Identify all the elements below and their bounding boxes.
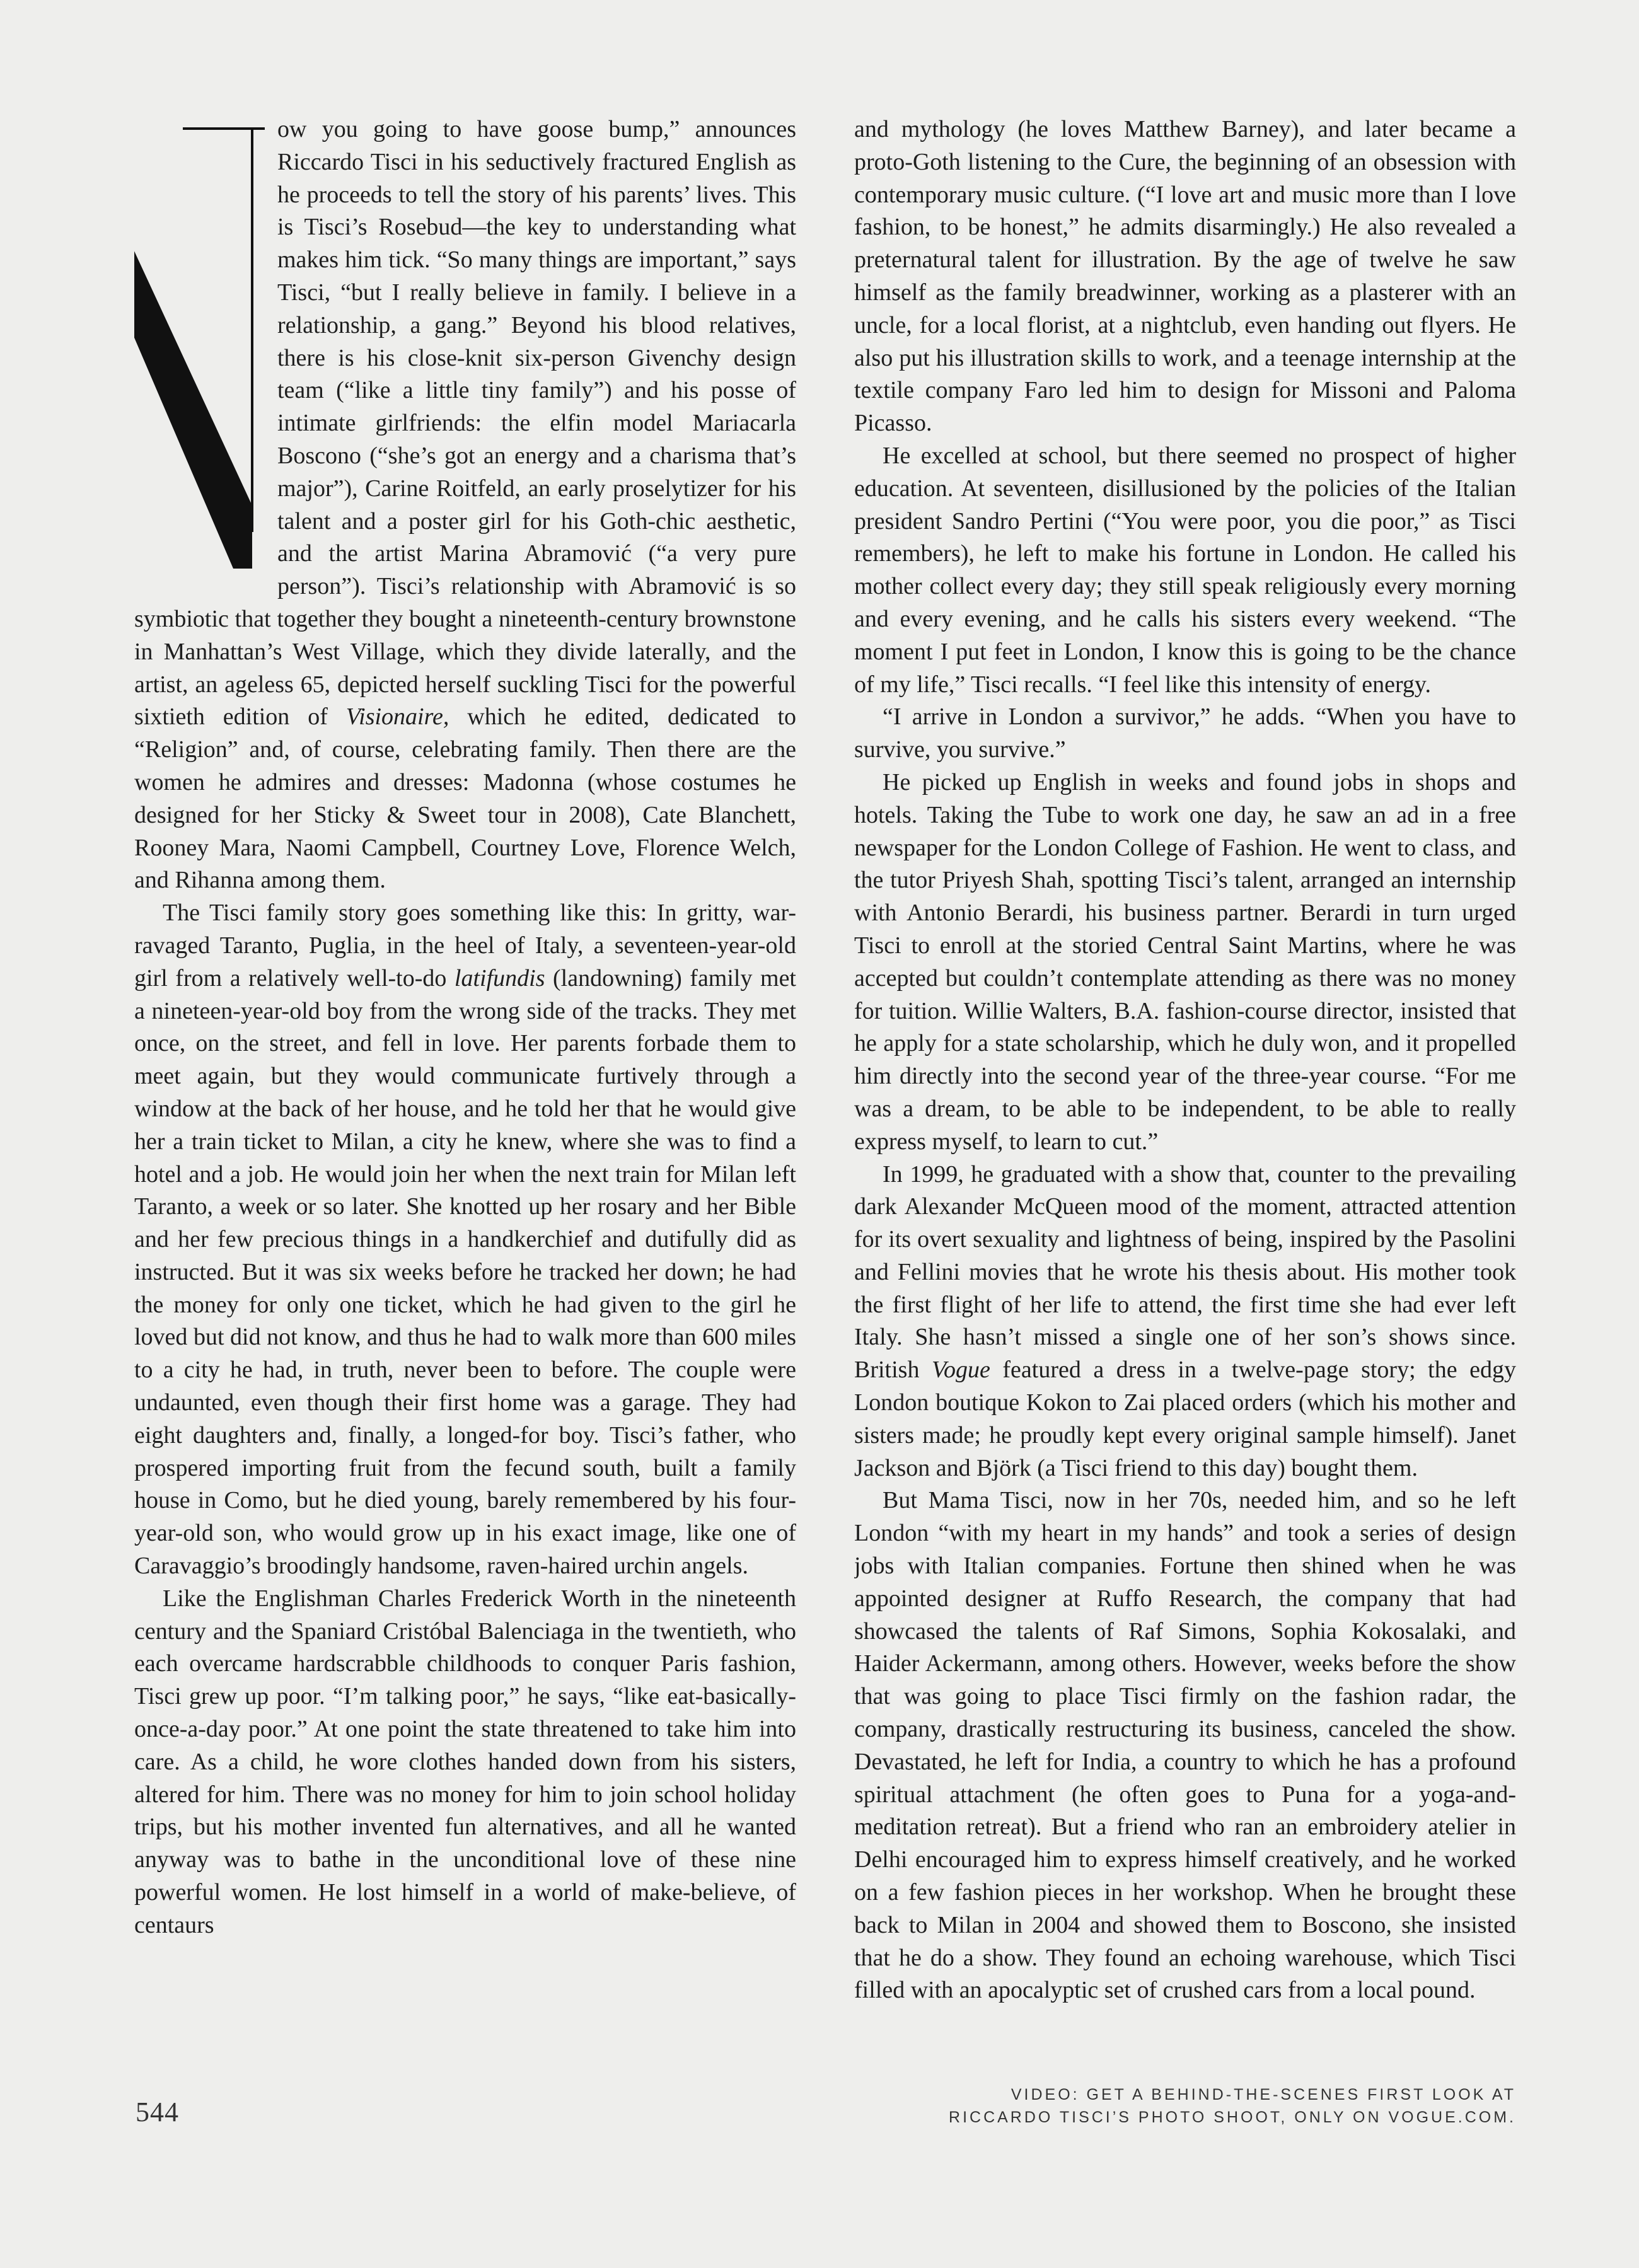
paragraph: But Mama Tisci, now in her 70s, needed him, and so he left London “with my heart in my hands” and took a series of design jobs with Italian companies. Fortune then shined when he was appointed designer at Ruffo Research, the company that had showcased the talents of Raf Simons, Sophia Kokosalaki, and Haider Ackermann, among others. However, weeks before the show that was going to place Tisci firmly on the fashion radar, the company, drastically restructuring its business, canceled the show. Devastated, he left for India, a country to which he has a profound spiritual attachment (he often goes to Puna for a yoga-and-meditation retreat). But a friend who ran an embroidery atelier in Delhi encouraged him to express himself creatively, and he worked on a few fashion pieces in her workshop. When he brought these back to Milan in 2004 and showed them to Boscono, she insisted that he do a show. They found an echoing warehouse, which Tisci filled with an apocalyptic set of crushed cars from a local pound.	[854, 1487, 1516, 2004]
paragraph: He picked up English in weeks and found jobs in shops and hotels. Taking the Tube to work one day, he saw an ad in a free newspaper for the London College of Fashion. He went to class, and the tutor Priyesh Shah, spotting Tisci’s talent, arranged an internship with Antonio Berardi, his business partner. Berardi in turn urged Tisci to enroll at the storied Central Saint Martins, where he was accepted but couldn’t contemplate attending as there was no money for tuition. Willie Walters, B.A. fashion-course director, insisted that he apply for a state scholarship, which he duly won, and it propelled him directly into the second year of the three-year course. “For me was a dream, to be able to be independent, to be able to really express myself, to learn to cut.”	[854, 768, 1516, 1155]
paragraph: ow you going to have goose bump,” announces Riccardo Tisci in his seductively fractured English as he proceeds to tell the story of his parents’ lives. This is Tisci’s Rosebud—the key to understanding what makes him tick. “So many things are important,” says Tisci, “but I really believe in family. I believe in a relationship, a gang.” Beyond his blood relatives, there is his close-knit six-person Givenchy design team (“like a little tiny family”) and his posse of intimate girlfriends: the elfin model Mariacarla Boscono (“she’s got an energy and a charisma that’s major”), Carine Roitfeld, an early proselytizer for his talent and a poster girl for his Goth-chic aesthetic, and the artist Marina Abramović (“a very pure person”). Tisci’s relationship with Abramović is so symbiotic that together they bought a nineteenth-century brownstone in Manhattan’s West Village, which they divide laterally, and the artist, an ageless 65, depicted herself suckling Tisci for the powerful sixtieth edition of Visionaire, which he edited, dedicated to “Religion” and, of course, celebrating family. Then there are the women he admires and dresses: Madonna (whose costumes he designed for her Sticky & Sweet tour in 2008), Cate Blanchett, Rooney Mara, Naomi Campbell, Courtney Love, Florence Welch, and Rihanna among them.	[134, 116, 796, 894]
paragraph: “I arrive in London a survivor,” he adds. “When you have to survive, you survive.”	[854, 703, 1516, 763]
video-credit-line: VIDEO: GET A BEHIND-THE-SCENES FIRST LOOK AT	[1011, 2086, 1516, 2103]
drop-cap	[134, 113, 265, 580]
article-column-left	[134, 113, 796, 2086]
paragraph: In 1999, he graduated with a show that, counter to the prevailing dark Alexander McQueen mood of the moment, attracted attention for its overt sexuality and lightness of being, inspired by the Pasolini and Fellini movies that he wrote his thesis about. His mother took the first flight of her life to attend, the first time she had ever left Italy. She hasn’t missed a single one of her son’s shows since. British Vogue featured a dress in a twelve-page story; the edgy London boutique Kokon to Zai placed orders (which his mother and sisters made; he proudly kept every original sample himself). Janet Jackson and Björk (a Tisci friend to this day) bought them.	[854, 1160, 1516, 1481]
paragraph: Like the Englishman Charles Frederick Worth in the nineteenth century and the Spaniard Cristóbal Balenciaga in the twentieth, who each overcame hardscrabble childhoods to conquer Paris fashion, Tisci grew up poor. “I’m talking poor,” he says, “like eat-basically-once-a-day poor.” At one point the state threatened to take him into care. As a child, he wore clothes handed down from his sisters, altered for him. There was no money for him to join school holiday trips, but his mother invented fun alternatives, and all he wanted anyway was to bathe in the unconditional love of these nine powerful women. He lost himself in a world of make-believe, of centaurs	[134, 1585, 796, 1938]
video-credit-line: RICCARDO TISCI’S PHOTO SHOOT, ONLY ON VOGUE.COM.	[949, 2109, 1516, 2126]
page-number: 544	[136, 2097, 179, 2127]
drop-cap-n-glyph	[134, 127, 265, 581]
paragraph: The Tisci family story goes something like this: In gritty, war-ravaged Taranto, Puglia, in the heel of Italy, a seventeen-year-old girl from a relatively well-to-do latifundis (landowning) family met a nineteen-year-old boy from the wrong side of the tracks. They met once, on the street, and fell in love. Her parents forbade them to meet again, but they would communicate furtively through a window at the back of her house, and he told her that he would give her a train ticket to Milan, a city he knew, where she was to find a hotel and a job. He would join her when the next train for Milan left Taranto, a week or so later. She knotted up her rosary and her Bible and her few precious things in a handkerchief and dutifully did as instructed. But it was six weeks before he tracked her down; he had the money for only one ticket, which he had given to the girl he loved but did not know, and thus he had to walk more than 600 miles to a city he had, in truth, never been to before. The couple were undaunted, even though their first home was a garage. They had eight daughters and, finally, a longed-for boy. Tisci’s father, who prospered importing fruit from the fecund south, built a family house in Como, but he died young, barely remembered by his four-year-old son, who would grow up in his exact image, like one of Caravaggio’s broodingly handsome, raven-haired urchin angels.	[134, 900, 796, 1580]
paragraph: He excelled at school, but there seemed no prospect of higher education. At seventeen, disillusioned by the policies of the Italian president Sandro Pertini (“You were poor, you die poor,” as Tisci remembers), he left to make his fortune in London. He called his mother collect every day; they still speak religiously every morning and every evening, and he calls his sisters every weekend. “The moment I put feet in London, I know this is going to be the chance of my life,” Tisci recalls. “I feel like this intensity of energy.	[854, 442, 1516, 698]
paragraph: and mythology (he loves Matthew Barney), and later became a proto-Goth listening to the Cure, the beginning of an obsession with contemporary music culture. (“I love art and music more than I love fashion, to be honest,” he admits disarmingly.) He also revealed a preternatural talent for illustration. By the age of twelve he saw himself as the family breadwinner, working as a plasterer with an uncle, for a local florist, at a nightclub, even handing out flyers. He also put his illustration skills to work, and a teenage internship at the textile company Faro led him to design for Missoni and Paloma Picasso.	[854, 116, 1516, 437]
article-column-right	[854, 113, 1516, 2086]
video-credit	[949, 2083, 1516, 2129]
